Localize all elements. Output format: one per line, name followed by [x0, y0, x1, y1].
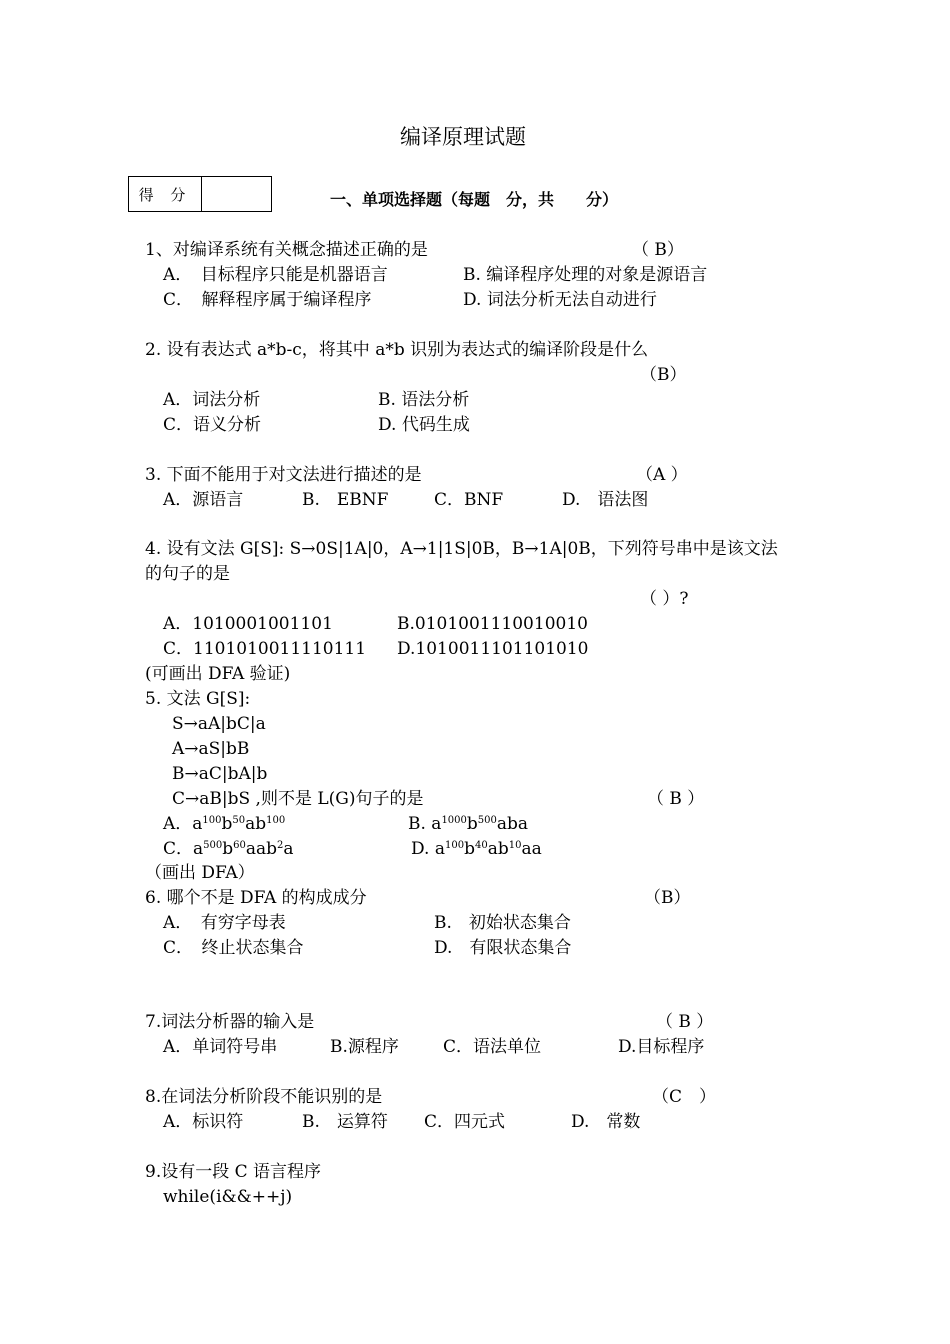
q6-stem: 6. 哪个不是 DFA 的构成成分 [145, 888, 367, 908]
q6-option-b: B. 初始状态集合 [434, 913, 571, 933]
score-value-cell[interactable] [202, 177, 271, 211]
q5-rule-b: B→aC|bA|b [172, 764, 268, 784]
q8-stem: 8.在词法分析阶段不能识别的是 [145, 1087, 383, 1107]
q4-option-d: D.1010011101101010 [397, 639, 589, 659]
q4-stem-line1: 4. 设有文法 G[S]: S→0S|1A|0，A→1|1S|0B，B→1A|0B，下列符号串中是该文法 [145, 539, 778, 559]
q5-note: （画出 DFA） [145, 863, 255, 883]
q5-option-c: C．$a^{500}b^{60}aab^2a$ [163, 839, 294, 859]
q5-rule-s: S→aA|bC|a [172, 714, 266, 734]
q6-answer: （B） [644, 888, 691, 908]
q2-option-b: B. 语法分析 [378, 390, 470, 410]
q5-option-b: B. $a^{1000}b^{500}aba$ [408, 814, 529, 834]
q2-option-c: C．语义分析 [163, 415, 262, 435]
q7-option-c: C．语法单位 [443, 1037, 542, 1057]
q9-code-line: while(i&&++j) [163, 1187, 293, 1207]
q4-answer: （ ）? [640, 589, 689, 609]
q1-option-c: C． 解释程序属于编译程序 [163, 290, 372, 310]
q4-option-b: B.0101001110010010 [397, 614, 588, 634]
q8-option-d: D. 常数 [571, 1112, 641, 1132]
q2-stem: 2. 设有表达式 a*b-c，将其中 a*b 识别为表达式的编译阶段是什么 [145, 340, 649, 360]
q7-option-a: A．单词符号串 [163, 1037, 278, 1057]
q1-option-d: D. 词法分析无法自动进行 [463, 290, 657, 310]
q1-option-a: A． 目标程序只能是机器语言 [163, 265, 388, 285]
score-box [128, 176, 272, 212]
q7-option-b: B.源程序 [330, 1037, 399, 1057]
q1-option-b: B. 编译程序处理的对象是源语言 [463, 265, 708, 285]
q7-stem: 7.词法分析器的输入是 [145, 1012, 315, 1032]
q3-option-d: D. 语法图 [562, 490, 649, 510]
q9-stem: 9.设有一段 C 语言程序 [145, 1162, 322, 1182]
page-title: 编译原理试题 [400, 125, 526, 149]
q3-answer: （A ） [636, 465, 688, 485]
q4-note: (可画出 DFA 验证) [145, 664, 291, 684]
q5-answer: （ B ） [647, 789, 705, 809]
q2-option-a: A．词法分析 [163, 390, 261, 410]
q6-option-c: C． 终止状态集合 [163, 938, 304, 958]
q3-option-a: A．源语言 [163, 490, 244, 510]
q5-rule-c: C→aB|bS ,则不是 L(G)句子的是 [172, 789, 424, 809]
q2-option-d: D. 代码生成 [378, 415, 470, 435]
section-heading: 一、单项选择题（每题 分，共 分） [330, 190, 619, 209]
q7-answer: （ B ） [656, 1012, 714, 1032]
q5-rule-a: A→aS|bB [172, 739, 250, 759]
q4-stem-line2: 的句子的是 [145, 564, 230, 584]
q6-option-d: D. 有限状态集合 [434, 938, 572, 958]
q3-option-c: C．BNF [434, 490, 504, 510]
q8-option-c: C．四元式 [424, 1112, 506, 1132]
q5-stem: 5. 文法 G[S]: [145, 689, 251, 709]
q5-option-a: A．$a^{100}b^{50}ab^{100}$ [163, 814, 286, 834]
q7-option-d: D.目标程序 [618, 1037, 705, 1057]
q3-option-b: B. EBNF [302, 490, 389, 510]
q1-stem: 1、对编译系统有关概念描述正确的是 [145, 240, 428, 260]
q2-answer: （B） [640, 365, 687, 385]
q4-option-a: A．1010001001101 [163, 614, 333, 634]
score-label: 得 分 [129, 177, 202, 211]
q6-option-a: A． 有穷字母表 [163, 913, 286, 933]
q4-option-c: C．1101010011110111 [163, 639, 367, 659]
q8-option-b: B. 运算符 [302, 1112, 388, 1132]
q1-answer: （ B） [632, 240, 684, 260]
q5-option-d: D. $a^{100}b^{40}ab^{10}aa$ [411, 839, 542, 859]
q3-stem: 3. 下面不能用于对文法进行描述的是 [145, 465, 422, 485]
q8-answer: （C ） [652, 1087, 717, 1107]
q8-option-a: A．标识符 [163, 1112, 244, 1132]
